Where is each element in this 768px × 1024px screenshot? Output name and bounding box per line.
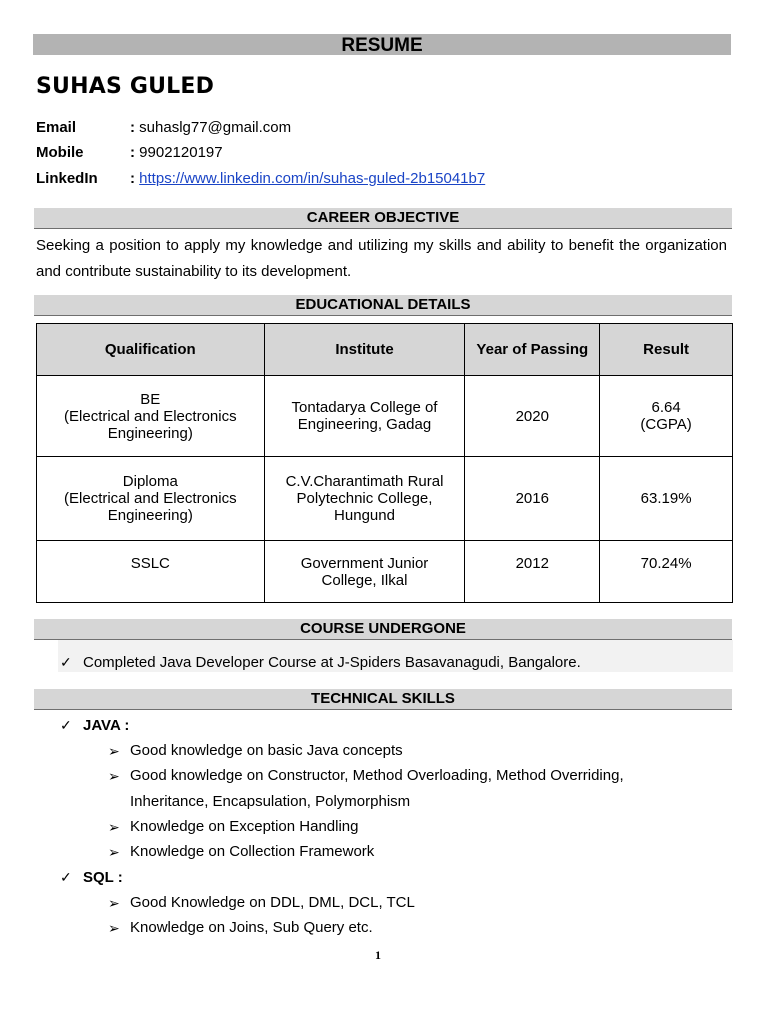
list-item: Good knowledge on basic Java concepts bbox=[130, 742, 403, 759]
table-header-row bbox=[37, 324, 733, 376]
mobile-label: Mobile bbox=[36, 144, 84, 161]
technical-skills-heading: TECHNICAL SKILLS bbox=[34, 689, 732, 710]
header-qualification: Qualification bbox=[37, 324, 265, 376]
list-item: Knowledge on Collection Framework bbox=[130, 843, 375, 860]
candidate-name: SUHAS GULED bbox=[36, 74, 215, 99]
result-detail: (CGPA) bbox=[640, 416, 692, 433]
career-objective-heading: CAREER OBJECTIVE bbox=[34, 208, 732, 229]
linkedin-label: LinkedIn bbox=[36, 170, 98, 187]
java-skill-title: JAVA : bbox=[83, 717, 130, 734]
arrow-bullet-icon: ➢ bbox=[108, 743, 120, 759]
mobile-value-row bbox=[130, 144, 223, 161]
arrow-bullet-icon: ➢ bbox=[108, 920, 120, 936]
email-label: Email bbox=[36, 119, 77, 136]
page-number: 1 bbox=[375, 948, 381, 962]
arrow-bullet-icon: ➢ bbox=[108, 844, 120, 860]
year-cell: 2012 bbox=[465, 541, 600, 603]
separator: : bbox=[130, 119, 135, 136]
email-value[interactable]: suhaslg77@gmail.com bbox=[139, 119, 292, 136]
list-item: Good Knowledge on DDL, DML, DCL, TCL bbox=[130, 894, 415, 911]
checkmark-icon: ✓ bbox=[60, 717, 72, 733]
qualification-cell: SSLC bbox=[37, 541, 265, 603]
header-institute: Institute bbox=[264, 324, 465, 376]
result-cell: 63.19% bbox=[600, 457, 733, 541]
qualification-cell bbox=[37, 457, 265, 541]
checkmark-icon: ✓ bbox=[60, 654, 72, 670]
arrow-bullet-icon: ➢ bbox=[108, 895, 120, 911]
qualification-detail: (Electrical and Electronics Engineering) bbox=[64, 490, 237, 524]
career-objective-text: Seeking a position to apply my knowledge and utilizing my skills and ability to benefit the organization and contribute sustainability to its development. bbox=[36, 237, 727, 280]
year-cell: 2020 bbox=[465, 376, 600, 457]
qualification: BE bbox=[140, 390, 161, 408]
course-undergone-heading: COURSE UNDERGONE bbox=[34, 619, 732, 640]
separator: : bbox=[130, 144, 135, 161]
table-row bbox=[37, 376, 733, 457]
institute-cell: C.V.Charantimath Rural Polytechnic College, Hungund bbox=[264, 457, 465, 541]
educational-details-heading: EDUCATIONAL DETAILS bbox=[34, 295, 732, 316]
separator: : bbox=[130, 170, 135, 187]
header-year: Year of Passing bbox=[465, 324, 600, 376]
qualification-detail: (Electrical and Electronics Engineering) bbox=[64, 407, 237, 442]
institute-cell: Government Junior College, Ilkal bbox=[264, 541, 465, 603]
qualification: Diploma bbox=[122, 473, 178, 490]
result-cell bbox=[600, 376, 733, 457]
header-result: Result bbox=[600, 324, 733, 376]
course-item: Completed Java Developer Course at J-Spiders Basavanagudi, Bangalore. bbox=[83, 654, 581, 671]
arrow-bullet-icon: ➢ bbox=[108, 768, 120, 784]
list-item: Knowledge on Exception Handling bbox=[130, 818, 359, 835]
list-item-continued: Inheritance, Encapsulation, Polymorphism bbox=[130, 793, 411, 810]
linkedin-link[interactable]: https://www.linkedin.com/in/suhas-guled-2b15041b7 bbox=[139, 170, 486, 187]
table-row bbox=[37, 457, 733, 541]
year-cell: 2016 bbox=[465, 457, 600, 541]
qualification-cell bbox=[37, 376, 265, 457]
checkmark-icon: ✓ bbox=[60, 869, 72, 885]
sql-skill-title: SQL : bbox=[83, 869, 123, 886]
list-item: Good knowledge on Constructor, Method Overloading, Method Overriding, bbox=[130, 767, 624, 784]
email-value-row bbox=[130, 119, 291, 136]
table-row bbox=[37, 541, 733, 603]
mobile-value: 9902120197 bbox=[139, 144, 223, 161]
education-table bbox=[36, 323, 733, 603]
result: 6.64 bbox=[651, 399, 681, 416]
arrow-bullet-icon: ➢ bbox=[108, 819, 120, 835]
list-item: Knowledge on Joins, Sub Query etc. bbox=[130, 919, 373, 936]
linkedin-value-row bbox=[130, 170, 485, 187]
result-cell: 70.24% bbox=[600, 541, 733, 603]
resume-title: RESUME bbox=[33, 34, 731, 55]
institute-cell: Tontadarya College of Engineering, Gadag bbox=[264, 376, 465, 457]
